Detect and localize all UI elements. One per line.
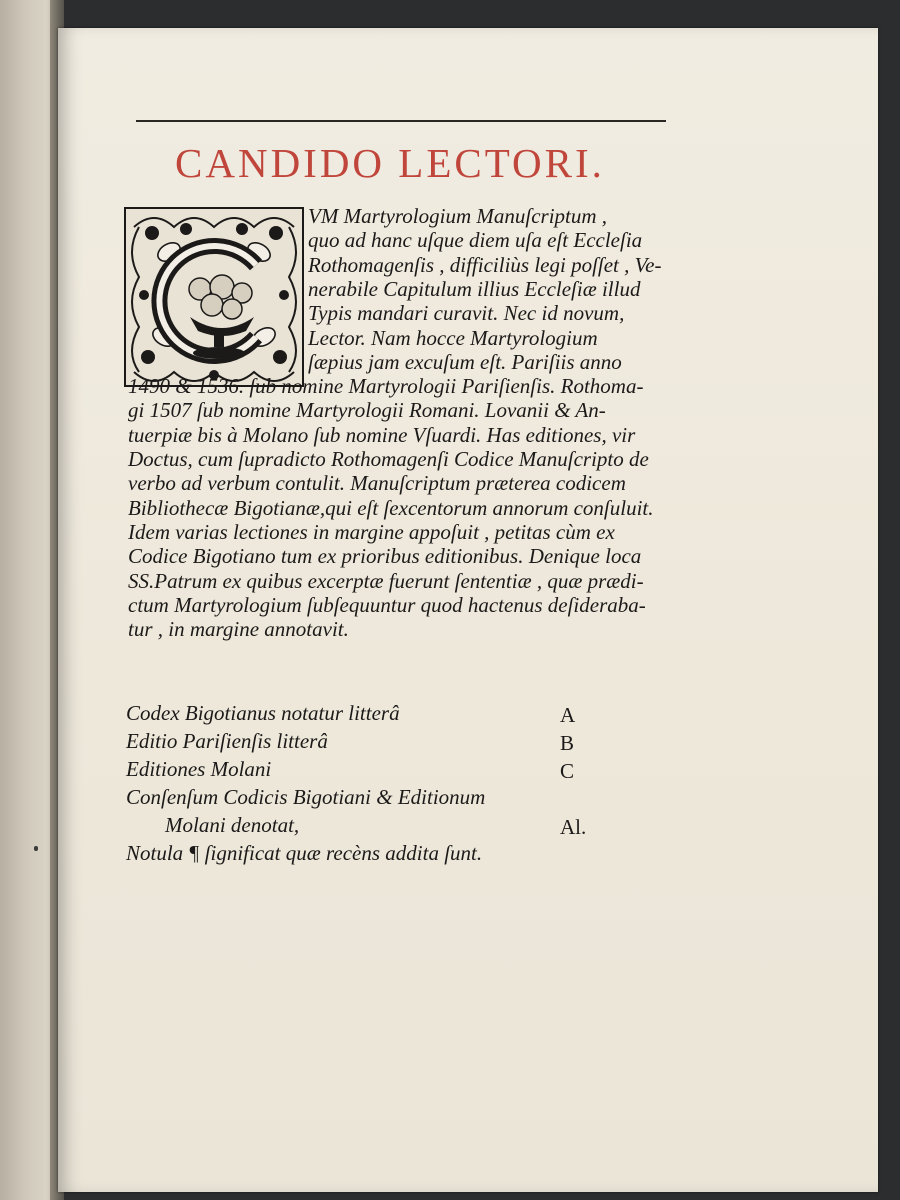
paragraph-line: nerabile Capitulum illius Eccleſiæ illud xyxy=(308,277,641,301)
sigla-code: B xyxy=(560,731,575,755)
header-rule xyxy=(136,120,666,122)
sigla-label: Notula ¶ ſignificat quæ recèns addita ſunt. xyxy=(126,841,483,865)
paragraph-line: tuerpiæ bis à Molano ſub nomine Vſuardi. Has editiones, vir xyxy=(128,423,636,447)
paragraph-line: Bibliothecæ Bigotianæ,qui eſt ſexcentorum annorum conſuluit. xyxy=(128,496,654,520)
sigla-code: A xyxy=(560,703,576,727)
page-heading: CANDIDO LECTORI. xyxy=(175,140,605,186)
sigla-label: Codex Bigotianus notatur litterâ xyxy=(126,701,400,725)
paragraph-line: quo ad hanc uſque diem uſa eſt Eccleſia xyxy=(308,228,643,252)
paragraph-line: ctum Martyrologium ſubſequuntur quod hactenus deſiderаba- xyxy=(128,593,646,617)
paragraph-line: Rothomagenſis , difficiliùs legi poſſet , Ve- xyxy=(308,253,662,277)
paragraph-line: gi 1507 ſub nomine Martyrologii Romani. Lovanii & An- xyxy=(128,398,606,422)
sigla-label: Editio Pariſienſis litterâ xyxy=(126,729,328,753)
paragraph-line: SS.Patrum ex quibus excerptæ fuerunt ſententiæ , quæ prædi- xyxy=(128,569,644,593)
paragraph-line: Codice Bigotiano tum ex prioribus editionibus. Denique loca xyxy=(128,544,642,568)
paragraph-line: tur , in margine annotavit. xyxy=(128,617,349,641)
paragraph-line: verbo ad verbum contulit. Manuſcriptum præterea codicem xyxy=(128,471,626,495)
sigla-label: Conſenſum Codicis Bigotiani & Editionum xyxy=(126,785,486,809)
sigla-label: Molani denotat, xyxy=(165,813,300,837)
decorated-initial-c xyxy=(124,207,304,387)
paragraph-line: Idem varias lectiones in margine appoſuit , petitas cùm ex xyxy=(128,520,615,544)
paragraph-line: ſæpius jam excuſum eſt. Pariſiis anno xyxy=(308,350,622,374)
sigla-code: Al. xyxy=(560,815,587,839)
paragraph-line: VM Martyrologium Manuſcriptum , xyxy=(308,204,608,228)
paragraph-line: 1490 & 1536. ſub nomine Martyrologii Pariſienſis. Rothoma- xyxy=(128,374,644,398)
binding-mark xyxy=(34,846,38,851)
paragraph-line: Typis mandari curavit. Nec id novum, xyxy=(308,301,625,325)
paragraph-line: Doctus, cum ſupradicto Rothomagenſi Codice Manuſcripto de xyxy=(128,447,649,471)
paragraph-line: Lector. Nam hocce Martyrologium xyxy=(308,326,598,350)
floral-initial-ornament xyxy=(124,207,304,387)
sigla-code: C xyxy=(560,759,575,783)
sigla-label: Editiones Molani xyxy=(126,757,272,781)
